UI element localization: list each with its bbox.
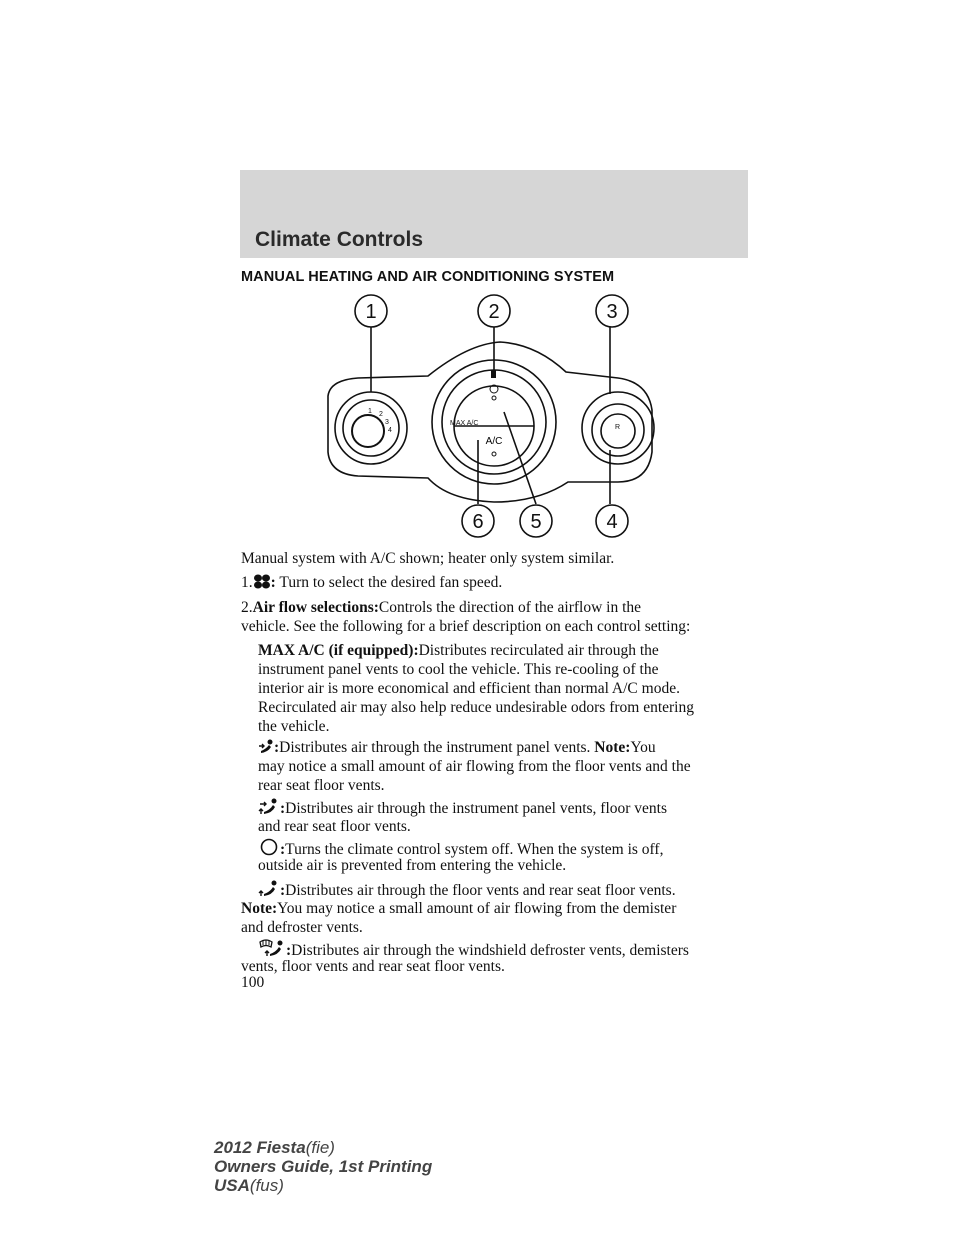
fan-speed-2: 2 [379, 411, 383, 418]
figure-caption: Manual system with A/C shown; heater only system similar. [241, 550, 615, 567]
item-1-text: Turn to select the desired fan speed. [279, 574, 503, 591]
panel-line2: may notice a small amount of air flowing from the floor vents and the [258, 758, 691, 775]
off-text-l1: Turns the climate control system off. When the system is off, [285, 841, 664, 858]
footer-guide: Owners Guide, 1st Printing [214, 1157, 433, 1176]
callout-label-3: 3 [606, 301, 618, 323]
floor-line2 [241, 899, 676, 918]
item-2-line2: vehicle. See the following for a brief description on each control setting: [241, 618, 691, 635]
item-1-number: 1. [241, 574, 253, 591]
off-colon: : [280, 841, 286, 858]
footer-market-code: (fus) [249, 1176, 284, 1195]
callout-label-2: 2 [488, 301, 500, 323]
callout-label-4: 4 [606, 511, 618, 533]
max-ac-line2: instrument panel vents to cool the vehicle. This re-cooling of the [258, 661, 659, 678]
item-1 [241, 573, 502, 595]
fan-speed-4: 4 [388, 427, 392, 434]
floor-defrost-text-l1: Distributes air through the windshield defroster vents, demisters [291, 942, 689, 959]
page-title: Climate Controls [255, 228, 424, 251]
footer-market: USA [214, 1176, 250, 1195]
footer-model-code: (fie) [305, 1138, 335, 1157]
callout-label-1: 1 [365, 301, 377, 323]
page-number: 100 [241, 974, 265, 991]
ac-button-label: A/C [485, 436, 503, 447]
item-1-colon: : [270, 574, 276, 591]
panel-floor-line2: and rear seat floor vents. [258, 818, 411, 835]
item-2-line1 [241, 598, 641, 617]
section-title: MANUAL HEATING AND AIR CONDITIONING SYSTEM [241, 269, 615, 285]
max-ac-line4: Recirculated air may also help reduce undesirable odors from entering [258, 699, 694, 716]
panel-note-start: You [630, 739, 656, 756]
max-ac-label: MAX A/C [450, 420, 479, 427]
max-ac-line1 [258, 641, 659, 660]
panel-line3: rear seat floor vents. [258, 777, 385, 794]
item-2-number: 2. [241, 599, 253, 616]
panel-note-label: Note: [594, 739, 631, 756]
max-ac-line5: the vehicle. [258, 718, 330, 735]
recirc-label: R [615, 424, 621, 431]
panel-text-l1: Distributes air through the instrument panel vents. [279, 739, 591, 756]
panel-floor-text-l1: Distributes air through the instrument panel vents, floor vents [285, 800, 668, 817]
item-2-text-l1: Controls the direction of the airflow in the [378, 599, 642, 616]
footer [214, 1138, 432, 1195]
floor-defrost-line2: vents, floor vents and rear seat floor vents. [241, 958, 505, 975]
max-ac-heading: MAX A/C (if equipped): [258, 642, 419, 659]
floor-defrost-colon: : [286, 942, 292, 959]
floor-text-l1: Distributes air through the floor vents and rear seat floor vents. [285, 882, 676, 899]
floor-line3: and defroster vents. [241, 919, 363, 936]
footer-model: 2012 Fiesta [214, 1138, 306, 1157]
off-line2: outside air is prevented from entering the vehicle. [258, 857, 567, 874]
callout-label-5: 5 [530, 511, 542, 533]
fan-speed-1: 1 [368, 408, 372, 415]
floor-colon: : [280, 882, 286, 899]
max-ac-line3: interior air is more economical and efficient than normal A/C mode. [258, 680, 680, 697]
fan-icon [253, 573, 271, 595]
callout-label-6: 6 [472, 511, 484, 533]
floor-note-text: You may notice a small amount of air flowing from the demister [277, 900, 677, 917]
panel-floor-colon: : [280, 800, 286, 817]
floor-note-label: Note: [241, 900, 278, 917]
panel-colon: : [274, 739, 280, 756]
max-ac-text-l1: Distributes recirculated air through the [418, 642, 659, 659]
fan-speed-3: 3 [385, 419, 389, 426]
item-2-label: Air flow selections: [252, 599, 379, 616]
